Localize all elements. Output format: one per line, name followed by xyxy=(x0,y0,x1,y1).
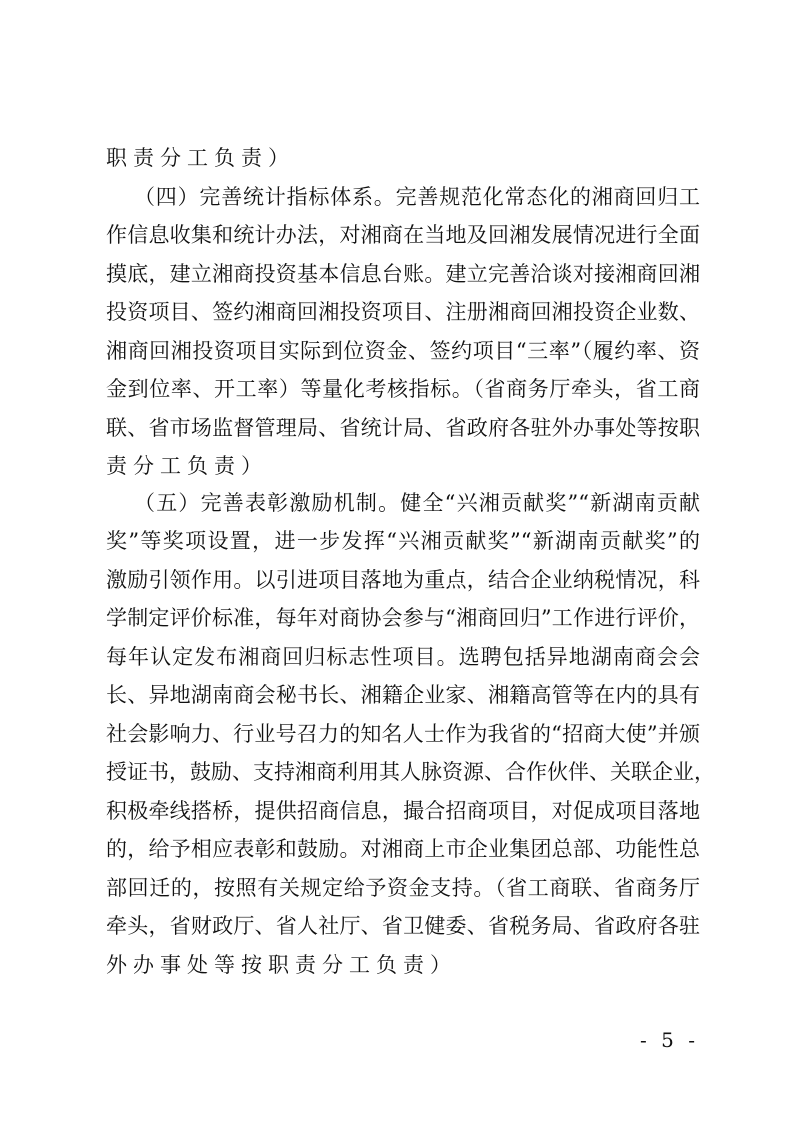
text-line: 部回迁的，按照有关规定给予资金支持。（省工商联、省商务厅 xyxy=(106,876,700,900)
text-line: 责分工负责） xyxy=(106,454,268,478)
text-line: 学制定评价标准，每年对商协会参与“湘商回归”工作进行评价， xyxy=(106,606,700,630)
text-line: 外办事处等按职责分工负责） xyxy=(106,953,457,977)
text-line: 投资项目、签约湘商回湘投资项目、注册湘商回湘投资企业数、 xyxy=(106,300,700,324)
text-line: 湘商回湘投资项目实际到位资金、签约项目“三率”（履约率、资 xyxy=(106,339,700,363)
text-line: 联、省市场监督管理局、省统计局、省政府各驻外办事处等按职 xyxy=(106,416,700,440)
text-line: 的，给予相应表彰和鼓励。对湘商上市企业集团总部、功能性总 xyxy=(106,837,700,861)
text-line: 摸底，建立湘商投资基本信息台账。建立完善洽谈对接湘商回湘 xyxy=(106,262,700,286)
text-line: 每年认定发布湘商回归标志性项目。选聘包括异地湖南商会会 xyxy=(106,645,700,669)
text-line: 社会影响力、行业号召力的知名人士作为我省的“招商大使”并颁 xyxy=(106,722,700,746)
text-line: 激励引领作用。以引进项目落地为重点，结合企业纳税情况，科 xyxy=(106,568,700,592)
text-line: 长、异地湖南商会秘书长、湘籍企业家、湘籍高管等在内的具有 xyxy=(106,683,700,707)
text-line: 作信息收集和统计办法，对湘商在当地及回湘发展情况进行全面 xyxy=(106,223,700,247)
page-number: - 5 - xyxy=(640,1028,699,1052)
text-line: 金到位率、开工率）等量化考核指标。（省商务厅牵头，省工商 xyxy=(106,377,700,401)
text-line: 职责分工负责） xyxy=(106,146,295,170)
text-line: 奖”等奖项设置，进一步发挥“兴湘贡献奖”“新湖南贡献奖”的 xyxy=(106,529,700,553)
text-line: 积极牵线搭桥，提供招商信息，撮合招商项目，对促成项目落地 xyxy=(106,799,700,823)
paragraph-4-heading-line: （四）完善统计指标体系。完善规范化常态化的湘商回归工 xyxy=(134,185,700,209)
text-line: 授证书，鼓励、支持湘商利用其人脉资源、合作伙伴、关联企业， xyxy=(106,760,715,784)
text-line: 牵头，省财政厅、省人社厅、省卫健委、省税务局、省政府各驻 xyxy=(106,914,700,938)
paragraph-5-heading-line: （五）完善表彰激励机制。健全“兴湘贡献奖”“新湖南贡献 xyxy=(134,491,700,515)
